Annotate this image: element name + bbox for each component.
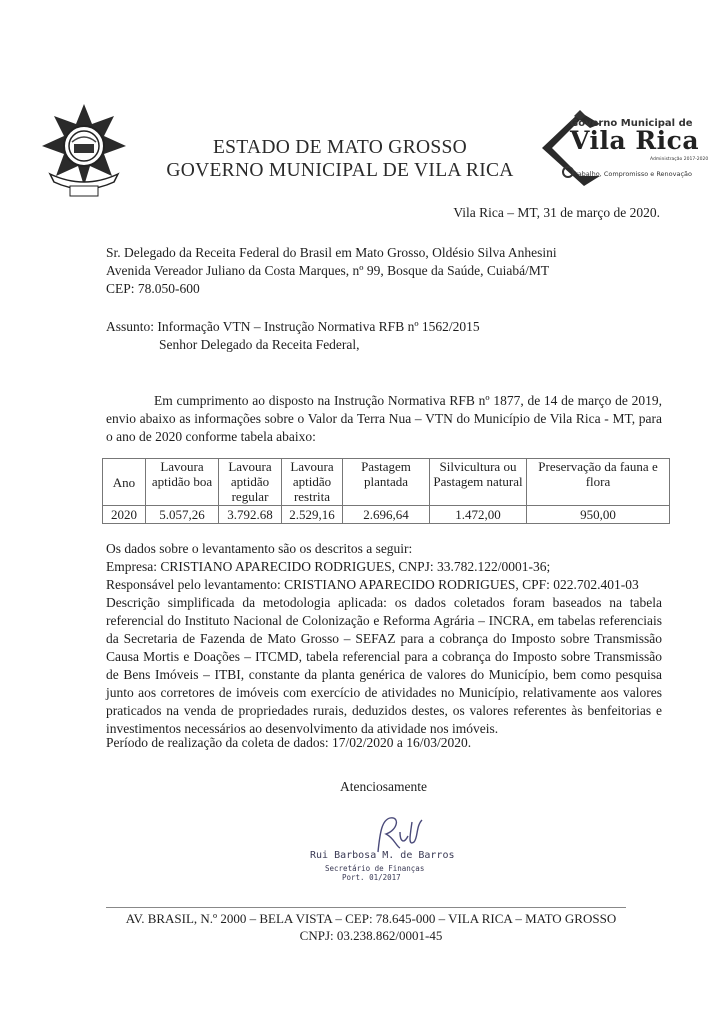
signer-port: Port. 01/2017	[342, 873, 401, 882]
recipient-block	[106, 244, 557, 298]
collection-period: Período de realização da coleta de dados: 17/02/2020 a 16/03/2020.	[106, 735, 472, 750]
footer-cnpj: CNPJ: 03.238.862/0001-45	[299, 928, 443, 943]
survey-block	[106, 540, 662, 738]
table-cell: 2.529,16	[282, 506, 343, 524]
table-cell: 950,00	[527, 506, 670, 524]
intro-paragraph	[106, 392, 662, 446]
footer-address: AV. BRASIL, N.º 2000 – BELA VISTA – CEP: 78.645-000 – VILA RICA – MATO GROSSO	[125, 911, 617, 926]
logo-administration: Administração 2017-2020	[650, 157, 709, 162]
subject-line: Assunto: Informação VTN – Instrução Normativa RFB nº 1562/2015	[106, 319, 480, 334]
salutation: Senhor Delegado da Receita Federal,	[159, 337, 360, 352]
survey-methodology: Descrição simplificada da metodologia aplicada: os dados coletados foram baseados na tabela referencial do Instituto Nacional de Colonização e Reforma Agrária – INCRA, em tabelas referenciais da Secretaria de Fazenda de Mato Grosso – SEFAZ para a cobrança do Imposto sobre Transmissão Causa Mortis e Doações – ITCMD, tabela referencial para a cobrança do Imposto sobre Transmissão de Bens Imóveis – ITBI, constante da planta genérica de valores do Município, bem como pesquisa junto aos corretores de imóveis com exercício de atividades no Município, relativamente aos valores praticados na venda de propriedades rurais, deduzidos destes, os valores referentes às benfeitorias e investimentos necessários ao desenvolvimento da atividade nos imóveis.	[106, 595, 662, 736]
signer-role: Secretário de Finanças	[325, 864, 425, 873]
footer-divider	[106, 907, 626, 908]
survey-company: Empresa: CRISTIANO APARECIDO RODRIGUES, CNPJ: 33.782.122/0001-36;	[106, 559, 551, 574]
state-line: ESTADO DE MATO GROSSO	[212, 137, 468, 158]
header-cell: Preservação da fauna e flora	[527, 459, 670, 506]
header-cell: Ano	[103, 459, 146, 506]
signature-block	[300, 812, 460, 882]
table-cell: 5.057,26	[146, 506, 219, 524]
header-cell: Pastagem plantada	[343, 459, 430, 506]
coat-of-arms-icon	[38, 102, 130, 198]
header-cell: Lavoura aptidão boa	[146, 459, 219, 506]
table-header-row	[103, 459, 670, 506]
table-cell: 1.472,00	[430, 506, 527, 524]
vtn-table	[102, 458, 670, 524]
header-cell: Lavoura aptidão restrita	[282, 459, 343, 506]
date-line: Vila Rica – MT, 31 de março de 2020.	[453, 205, 660, 220]
logo-top-text: Governo Municipal de	[570, 118, 693, 129]
logo-slogan: Trabalho, Compromisso e Renovação	[572, 170, 692, 178]
signer-name: Rui Barbosa M. de Barros	[310, 850, 455, 861]
header-cell: Silvicultura ou Pastagem natural	[430, 459, 527, 506]
table-row	[103, 506, 670, 524]
recipient-cep: CEP: 78.050-600	[106, 281, 200, 296]
recipient-address: Avenida Vereador Juliano da Costa Marques, nº 99, Bosque da Saúde, Cuiabá/MT	[106, 263, 550, 278]
logo-main-text: Vila Rica	[570, 126, 700, 155]
closing: Atenciosamente	[340, 779, 427, 794]
letterhead-title	[140, 136, 540, 182]
table-cell: 2.696,64	[343, 506, 430, 524]
intro-text: Em cumprimento ao disposto na Instrução Normativa RFB nº 1877, de 14 de março de 2019, envio abaixo as informações sobre o Valor da Terra Nua – VTN do Município de Vila Rica - MT, para o ano de 2020 conforme tabela abaixo:	[106, 393, 662, 444]
survey-responsible: Responsável pelo levantamento: CRISTIANO APARECIDO RODRIGUES, CPF: 022.702.401-03	[106, 577, 639, 592]
table-cell: 2020	[103, 506, 146, 524]
subject-block	[106, 318, 480, 354]
header-cell: Lavoura aptidão regular	[219, 459, 282, 506]
government-line: GOVERNO MUNICIPAL DE VILA RICA	[166, 160, 514, 181]
municipal-logo	[540, 108, 720, 188]
recipient-line: Sr. Delegado da Receita Federal do Brasil em Mato Grosso, Oldésio Silva Anhesini	[106, 245, 557, 260]
footer	[106, 910, 636, 944]
survey-intro: Os dados sobre o levantamento são os descritos a seguir:	[106, 541, 413, 556]
table-cell: 3.792.68	[219, 506, 282, 524]
